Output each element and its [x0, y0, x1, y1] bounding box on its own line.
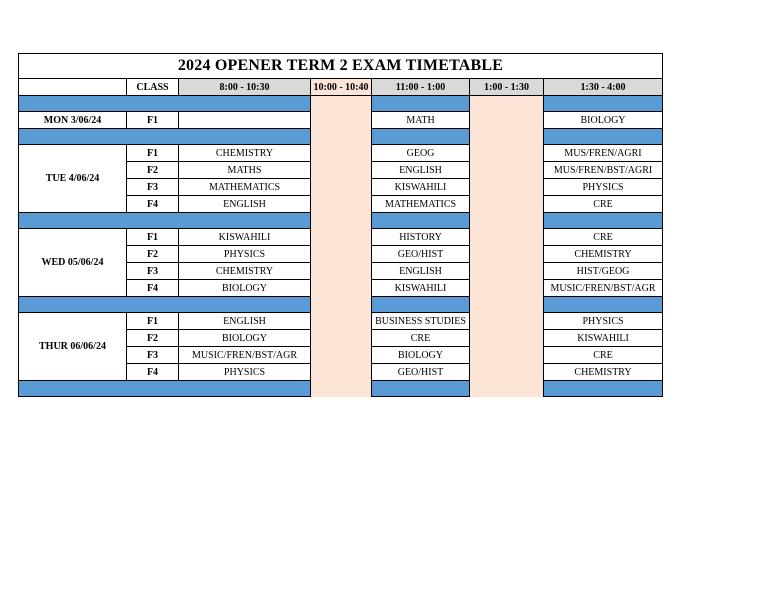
break2-header: 1:00 - 1:30 — [470, 79, 544, 96]
subject-slot1 — [179, 112, 311, 129]
day-cell: THUR 06/06/24 — [19, 313, 127, 381]
spacer-row — [19, 129, 663, 145]
subject-slot3: MUS/FREN/BST/AGRI — [544, 162, 663, 179]
break-cell — [470, 263, 544, 280]
spacer-cell — [372, 129, 470, 145]
title-row — [19, 54, 663, 79]
spacer-row — [19, 96, 663, 112]
break-cell — [470, 129, 544, 145]
spacer-cell — [19, 297, 311, 313]
spacer-cell — [372, 213, 470, 229]
subject-slot2: KISWAHILI — [372, 280, 470, 297]
subject-slot1: ENGLISH — [179, 313, 311, 330]
subject-slot2: GEO/HIST — [372, 364, 470, 381]
subject-slot2: BUSINESS STUDIES — [372, 313, 470, 330]
subject-slot2: MATH — [372, 112, 470, 129]
subject-slot3: CHEMISTRY — [544, 246, 663, 263]
break-cell — [311, 112, 372, 129]
break-cell — [311, 129, 372, 145]
subject-slot2: GEOG — [372, 145, 470, 162]
table-row — [19, 313, 663, 330]
subject-slot1: CHEMISTRY — [179, 263, 311, 280]
class-cell: F1 — [127, 112, 179, 129]
spacer-cell — [19, 213, 311, 229]
break-cell — [470, 112, 544, 129]
spacer-cell — [19, 129, 311, 145]
subject-slot3: KISWAHILI — [544, 330, 663, 347]
header-row — [19, 79, 663, 96]
subject-slot1: PHYSICS — [179, 364, 311, 381]
break-cell — [311, 330, 372, 347]
subject-slot3: MUS/FREN/AGRI — [544, 145, 663, 162]
break1-header: 10:00 - 10:40 — [311, 79, 372, 96]
break-cell — [311, 162, 372, 179]
break-cell — [470, 381, 544, 397]
spacer-row — [19, 297, 663, 313]
subject-slot2: MATHEMATICS — [372, 196, 470, 213]
subject-slot1: KISWAHILI — [179, 229, 311, 246]
break-cell — [470, 364, 544, 381]
subject-slot3: PHYSICS — [544, 179, 663, 196]
break-cell — [311, 145, 372, 162]
subject-slot3: CRE — [544, 347, 663, 364]
subject-slot3: BIOLOGY — [544, 112, 663, 129]
day-cell: TUE 4/06/24 — [19, 145, 127, 213]
spacer-cell — [19, 96, 311, 112]
subject-slot1: BIOLOGY — [179, 330, 311, 347]
subject-slot1: MUSIC/FREN/BST/AGR — [179, 347, 311, 364]
spacer-cell — [544, 297, 663, 313]
spacer-cell — [372, 96, 470, 112]
break-cell — [470, 347, 544, 364]
break-cell — [470, 145, 544, 162]
subject-slot2: ENGLISH — [372, 162, 470, 179]
subject-slot2: ENGLISH — [372, 263, 470, 280]
break-cell — [311, 179, 372, 196]
subject-slot3: PHYSICS — [544, 313, 663, 330]
break-cell — [311, 297, 372, 313]
class-cell: F1 — [127, 313, 179, 330]
break-cell — [470, 179, 544, 196]
spacer-cell — [372, 297, 470, 313]
break-cell — [311, 246, 372, 263]
class-cell: F4 — [127, 364, 179, 381]
break-cell — [311, 280, 372, 297]
class-cell: F1 — [127, 229, 179, 246]
break-cell — [470, 330, 544, 347]
class-cell: F2 — [127, 330, 179, 347]
subject-slot1: CHEMISTRY — [179, 145, 311, 162]
break-cell — [470, 229, 544, 246]
subject-slot1: ENGLISH — [179, 196, 311, 213]
break-cell — [311, 347, 372, 364]
subject-slot2: BIOLOGY — [372, 347, 470, 364]
break-cell — [311, 196, 372, 213]
break-cell — [311, 213, 372, 229]
break-cell — [470, 96, 544, 112]
spacer-cell — [544, 129, 663, 145]
class-cell: F1 — [127, 145, 179, 162]
break-cell — [470, 297, 544, 313]
break-cell — [470, 280, 544, 297]
table-row — [19, 229, 663, 246]
subject-slot3: CRE — [544, 229, 663, 246]
class-cell: F3 — [127, 263, 179, 280]
day-cell: WED 05/06/24 — [19, 229, 127, 297]
class-cell: F2 — [127, 246, 179, 263]
class-cell: F3 — [127, 179, 179, 196]
break-cell — [470, 162, 544, 179]
subject-slot2: CRE — [372, 330, 470, 347]
break-cell — [311, 96, 372, 112]
day-header — [19, 79, 127, 96]
spacer-row — [19, 213, 663, 229]
break-cell — [470, 196, 544, 213]
day-cell: MON 3/06/24 — [19, 112, 127, 129]
subject-slot3: MUSIC/FREN/BST/AGR — [544, 280, 663, 297]
break-cell — [311, 229, 372, 246]
break-cell — [311, 364, 372, 381]
timetable-sheet — [18, 53, 662, 397]
spacer-cell — [19, 381, 311, 397]
class-cell: F2 — [127, 162, 179, 179]
class-header: CLASS — [127, 79, 179, 96]
spacer-cell — [544, 213, 663, 229]
slot3-header: 1:30 - 4:00 — [544, 79, 663, 96]
subject-slot2: HISTORY — [372, 229, 470, 246]
spacer-cell — [544, 96, 663, 112]
page-title: 2024 OPENER TERM 2 EXAM TIMETABLE — [19, 54, 663, 79]
subject-slot2: GEO/HIST — [372, 246, 470, 263]
break-cell — [470, 246, 544, 263]
subject-slot1: MATHEMATICS — [179, 179, 311, 196]
class-cell: F4 — [127, 196, 179, 213]
break-cell — [311, 313, 372, 330]
subject-slot1: PHYSICS — [179, 246, 311, 263]
class-cell: F3 — [127, 347, 179, 364]
subject-slot3: HIST/GEOG — [544, 263, 663, 280]
subject-slot2: KISWAHILI — [372, 179, 470, 196]
subject-slot3: CRE — [544, 196, 663, 213]
spacer-cell — [372, 381, 470, 397]
timetable — [18, 53, 663, 397]
break-cell — [470, 313, 544, 330]
class-cell: F4 — [127, 280, 179, 297]
subject-slot1: BIOLOGY — [179, 280, 311, 297]
subject-slot1: MATHS — [179, 162, 311, 179]
break-cell — [470, 213, 544, 229]
break-cell — [311, 263, 372, 280]
spacer-row — [19, 381, 663, 397]
slot1-header: 8:00 - 10:30 — [179, 79, 311, 96]
table-row — [19, 145, 663, 162]
spacer-cell — [544, 381, 663, 397]
table-row — [19, 112, 663, 129]
break-cell — [311, 381, 372, 397]
slot2-header: 11:00 - 1:00 — [372, 79, 470, 96]
subject-slot3: CHEMISTRY — [544, 364, 663, 381]
